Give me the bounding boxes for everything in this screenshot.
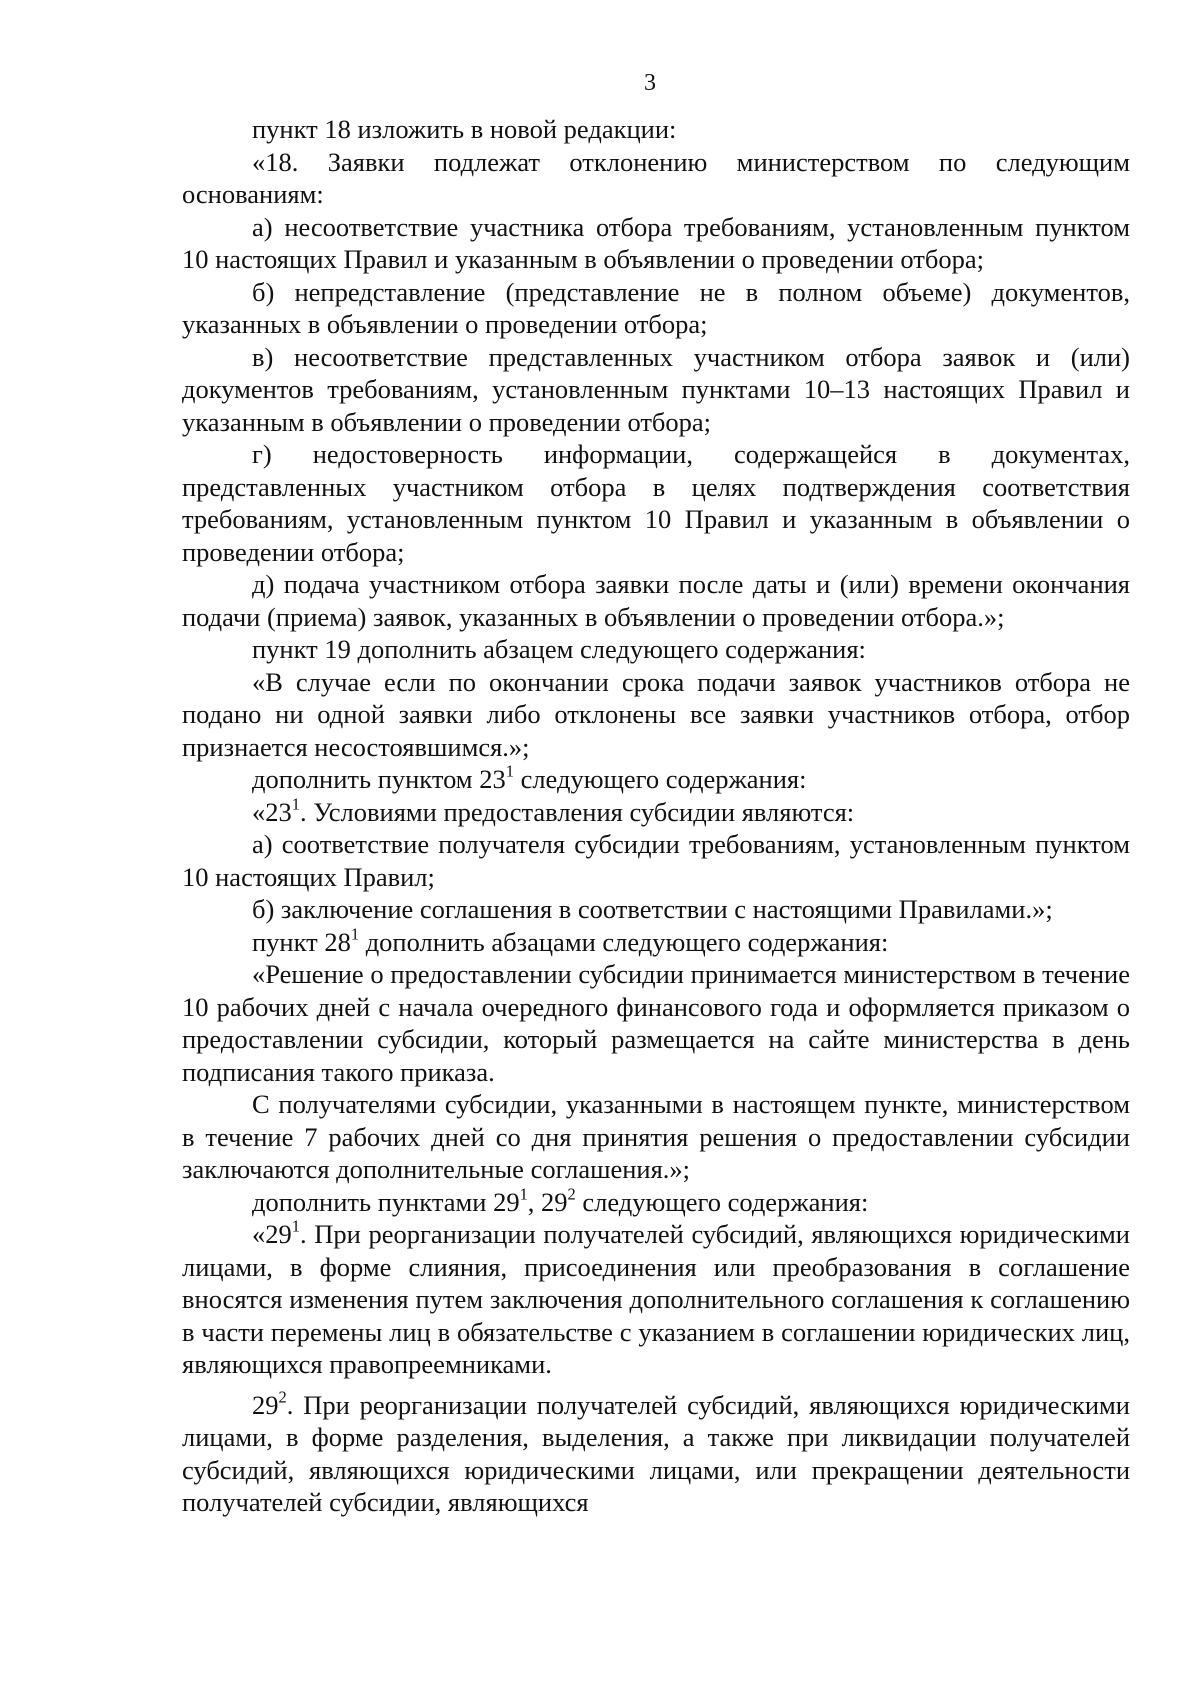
paragraph: «Решение о предоставлении субсидии принимается министерством в течение 10 рабочих дней с начала очередного финансового года и оформляется приказом о предоставлении субсидии, который размещается на сайте министерства в день подписания такого приказа. bbox=[182, 959, 1130, 1087]
text-run: «29 bbox=[252, 1219, 292, 1249]
paragraph: пункт 19 дополнить абзацем следующего содержания: bbox=[252, 634, 866, 664]
paragraph: б) заключение соглашения в соответствии с настоящими Правилами.»; bbox=[252, 894, 1053, 924]
paragraph bbox=[182, 926, 1130, 959]
paragraph bbox=[182, 1389, 1130, 1519]
superscript: 1 bbox=[505, 761, 514, 781]
paragraph: б) непредставление (представление не в полном объеме) документов, указанных в объявлении о проведении отбора; bbox=[182, 276, 1130, 339]
text-run: пункт 28 bbox=[252, 926, 351, 957]
page-number: 3 bbox=[644, 70, 656, 96]
paragraph: а) соответствие получателя субсидии требованиям, установленным пунктом 10 настоящих Правил; bbox=[182, 829, 1130, 892]
paragraph bbox=[182, 763, 1130, 796]
superscript: 1 bbox=[291, 1216, 300, 1236]
superscript: 1 bbox=[291, 794, 300, 813]
text-run: «23 bbox=[252, 796, 292, 827]
paragraph: пункт 18 изложить в новой редакции: bbox=[252, 114, 677, 144]
text-run: 29 bbox=[252, 1389, 279, 1420]
text-run: следующего содержания: bbox=[575, 1186, 869, 1217]
superscript: 2 bbox=[567, 1184, 576, 1203]
paragraph: «В случае если по окончании срока подачи заявок участников отбора не подано ни одной заявки либо отклонены все заявки участников отбора, отбор признается несостоявшимся.»; bbox=[182, 666, 1130, 762]
text-run: дополнить пунктом 23 bbox=[252, 764, 506, 794]
text-run: дополнить пунктами 29 bbox=[252, 1186, 520, 1217]
paragraph: г) недостоверность информации, содержащейся в документах, представленных участником отбора в целях подтверждения соответствия требованиям, установленным пунктом 10 Правил и указанным в объявлении о проведении отбора; bbox=[182, 439, 1130, 567]
document-body bbox=[182, 113, 1130, 1519]
superscript: 1 bbox=[350, 924, 360, 943]
text-run: дополнить абзацами следующего содержания: bbox=[359, 926, 889, 957]
superscript: 2 bbox=[278, 1387, 287, 1406]
paragraph bbox=[182, 1186, 1130, 1219]
paragraph: а) несоответствие участника отбора требованиям, установленным пунктом 10 настоящих Правил и указанным в объявлении о проведении отбора; bbox=[182, 211, 1130, 274]
paragraph: в) несоответствие представленных участником отбора заявок и (или) документов требованиям, установленным пунктами 10–13 настоящих Правил и указанным в объявлении о проведении отбора; bbox=[182, 341, 1130, 437]
paragraph bbox=[182, 796, 1130, 829]
text-run: . Условиями предоставления субсидии являются: bbox=[299, 796, 855, 827]
text-run: , 29 bbox=[527, 1186, 568, 1217]
paragraph: С получателями субсидии, указанными в настоящем пункте, министерством в течение 7 рабочих дней со дня принятия решения о предоставлении субсидии заключаются дополнительные соглашения.»; bbox=[182, 1089, 1130, 1184]
paragraph: «18. Заявки подлежат отклонению министерством по следующим основаниям: bbox=[182, 146, 1130, 209]
paragraph bbox=[182, 1218, 1130, 1381]
paragraph: д) подача участником отбора заявки после даты и (или) времени окончания подачи (приема) заявок, указанных в объявлении о проведении отбора.»; bbox=[182, 569, 1130, 632]
text-run: . При реорганизации получателей субсидий, являющихся юридическими лицами, в форме слияния, присоединения или преобразования в соглашение вносятся изменения путем заключения дополнительного соглашения к соглашению в части перемены лиц в обязательстве с указанием в соглашении юридических лиц, являющихся правопреемниками. bbox=[182, 1219, 1130, 1379]
text-run: . При реорганизации получателей субсидий, являющихся юридическими лицами, в форме разделения, выделения, а также при ликвидации получателей субсидий, являющихся юридическими лицами, или прекращении деятельности получателей субсидии, являющихся bbox=[182, 1389, 1130, 1517]
text-run: следующего содержания: bbox=[513, 764, 807, 794]
superscript: 1 bbox=[519, 1184, 528, 1203]
